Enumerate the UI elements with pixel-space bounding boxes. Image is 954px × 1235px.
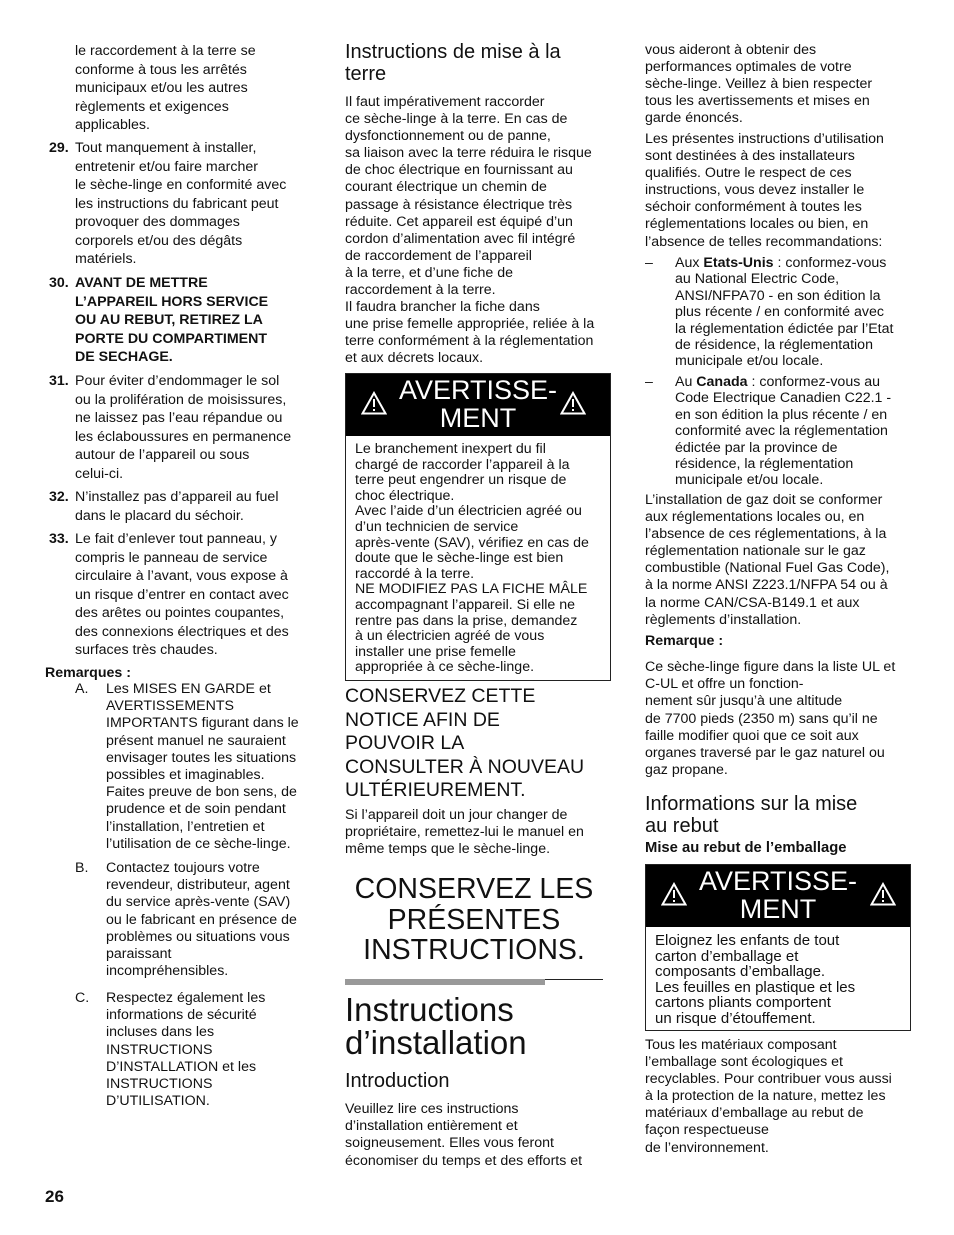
text-line: réglementations locales ou bien, en [645, 216, 869, 233]
text-line: de l’environnement. [645, 1139, 769, 1156]
conserve-heading-line: POUVOIR LA [345, 732, 465, 754]
bullet-line: conformité avec la réglementation [675, 423, 888, 440]
item-line: un risque d’entrer en contact avec [75, 586, 289, 603]
text-line: Ce sèche-linge figure dans la liste UL et [645, 659, 896, 675]
text-line: l’emballage sont écologiques et [645, 1054, 843, 1071]
bullet-line: plus récente / en conformité avec [675, 304, 884, 321]
bullet-first-line: Aux Etats-Unis : conformez-vous [675, 255, 887, 271]
remark-line: revendeur, distributeur, agent [106, 877, 290, 894]
text-line: Tous les matériaux composant [645, 1037, 837, 1053]
item-line: les instructions du fabricant peut [75, 195, 279, 212]
remark-line: ou le fabricant en présence de [106, 911, 297, 928]
item-line: matériels. [75, 251, 137, 267]
warning-line: appropriée à ce sèche-linge. [355, 659, 535, 676]
bullet-line: au National Electric Code, [675, 271, 840, 288]
item-line: entretenir et/ou faire marcher [75, 158, 258, 175]
disposal-title-line: Informations sur la mise [645, 793, 858, 815]
item-line: L’APPAREIL HORS SERVICE [75, 293, 269, 310]
bullet-first-line: Au Canada : conformez-vous au [675, 374, 881, 390]
text-line: organes traversé par le gaz naturel ou [645, 745, 885, 762]
text-line: faille modifier quoi que ce soit aux [645, 727, 859, 744]
bullet-line: de résidence, la réglementation [675, 337, 873, 354]
warning-triangle-icon [870, 882, 896, 906]
text-line: règlements d’installation. [645, 611, 802, 628]
grounding-line: sa liaison avec la terre réduira le risque [345, 145, 592, 162]
text-line: façon respectueuse [645, 1122, 769, 1139]
remark-line: Faites preuve de bon sens, de [106, 784, 297, 801]
bullet-dash: – [645, 255, 653, 271]
disposal-title [645, 793, 915, 837]
remark-line: l’utilisation de ce sèche-linge. [106, 835, 291, 852]
warning-line: Avec l’aide d’un électricien agréé ou [355, 503, 582, 520]
packaging-subtitle: Mise au rebut de l’emballage [645, 840, 847, 856]
item-line: les éclaboussures en permanence [75, 428, 292, 445]
remark-line: D’INSTALLATION et les [106, 1058, 257, 1075]
remark-line: du service après-vente (SAV) [106, 894, 291, 911]
disposal-title-line: au rebut [645, 815, 719, 837]
item-line: dans le placard du séchoir. [75, 507, 244, 524]
remark-line: Respectez également les [106, 990, 266, 1006]
warning-title-line: MENT [439, 403, 517, 433]
remark-line: AVERTISSEMENTS [106, 698, 234, 715]
conserve-heading-line: NOTICE AFIN DE [345, 708, 500, 731]
intro-text-line: Veuillez lire ces instructions [345, 1101, 519, 1117]
remark-line: incompréhensibles. [106, 963, 229, 980]
remark-text [106, 681, 316, 853]
text-line: combustible (National Fuel Gas Code), [645, 560, 890, 577]
warning-text [346, 436, 610, 676]
bullet-line: Code Electrique Canadien C22.1 - [675, 390, 892, 407]
warning-header [646, 865, 910, 927]
warning-header [346, 374, 610, 436]
item-line: celui-ci. [75, 465, 124, 482]
warning-line: Eloignez les enfants de tout [655, 932, 840, 949]
remark-line: prudence et de soin pendant [106, 801, 286, 818]
intro-line: conforme à tous les arrêtés [75, 61, 247, 78]
item-text [75, 139, 315, 269]
text-line: garde énoncés. [645, 109, 743, 126]
bullet-line: en son édition la plus récente / en [675, 406, 888, 423]
item-line: autour de l’appareil ou sous [75, 447, 250, 463]
text-line: performances optimales de votre [645, 58, 852, 75]
text-line: instructions, vous devez installer le [645, 182, 865, 199]
remark-line: Contactez toujours votre [106, 860, 260, 876]
item-line: circulaire à l’avant, vous expose à [75, 568, 288, 584]
item-line: compris le panneau de service [75, 549, 268, 566]
intro-continuation-text [645, 42, 915, 127]
warning-title-line: AVERTISSE- [398, 375, 558, 405]
remark-text [106, 860, 316, 980]
bullet-line: municipale et/ou locale. [675, 353, 824, 370]
item-text [75, 488, 315, 525]
item-number: 33. [49, 531, 69, 547]
item-line: N’installez pas d’appareil au fuel [75, 489, 279, 505]
intro-text-line: d’installation entièrement et [345, 1118, 518, 1135]
install-title-line: d’installation [345, 1024, 527, 1061]
bullet-line: la réglementation édictée par l’Etat [675, 320, 894, 337]
conserve-notice-heading [345, 685, 625, 803]
remark-letter: A. [75, 681, 89, 697]
grounding-title: Instructions de mise à la terre [345, 41, 561, 85]
introduction-text [345, 1101, 615, 1170]
warning-text [646, 927, 910, 1027]
item-line: des arêtes ou pointes coupantes, [75, 605, 285, 621]
grounding-warning-box [345, 373, 611, 681]
grounding-line: Il faut impérativement raccorder [345, 94, 545, 110]
remarks-title: Remarques : [45, 665, 131, 681]
warning-line: rentre pas dans la prise, demandez [355, 612, 578, 629]
warning-line: à un électricien agréé de vous [355, 628, 545, 645]
text-line: la norme CAN/CSA-B149.1 et aux [645, 594, 860, 611]
text-line: gaz propane. [645, 762, 728, 779]
warning-line: carton d’emballage et [655, 947, 799, 965]
grounding-text [345, 94, 615, 368]
text-line: sont destinées à des installateurs [645, 148, 855, 165]
left-intro-text [75, 42, 315, 135]
warning-line: accompagnant l’appareil. Si elle ne [355, 596, 576, 613]
text-line: à la protection de la nature, mettez les [645, 1088, 886, 1105]
materials-text [645, 1037, 915, 1157]
grounding-line: ce sèche-linge à la terre. En cas de [345, 111, 568, 128]
text-line: l’absence de ces réglementations, à la [645, 526, 887, 543]
usa-regulation-text [675, 255, 915, 370]
intro-line: le raccordement à la terre se [75, 43, 256, 59]
section-divider-line [545, 979, 603, 980]
warning-triangle-icon [560, 391, 586, 415]
item-line: DE SECHAGE. [75, 349, 173, 365]
remark-title: Remarque : [645, 633, 724, 649]
grounding-line: Il faudra brancher la fiche dans [345, 299, 540, 316]
big-heading-line: INSTRUCTIONS. [363, 934, 585, 966]
remark-line: IMPORTANTS figurant dans le [106, 715, 299, 732]
intro-text-line: soigneusement. Elles vous feront [345, 1135, 554, 1152]
warning-title-line: MENT [739, 894, 817, 924]
warning-line: installer une prise femelle [355, 643, 516, 660]
item-line: ou la prolifération de moisissures, [75, 391, 287, 408]
warning-line: après-vente (SAV), vérifiez en cas de [355, 534, 589, 551]
packaging-warning-box [645, 864, 911, 1031]
bullet-line: municipale et/ou locale. [675, 472, 824, 489]
introduction-title: Introduction [345, 1070, 450, 1092]
text-line: recyclables. Pour contribuer vous aussi [645, 1071, 892, 1088]
remark-line: incluses dans les [106, 1024, 215, 1041]
item-line: Pour éviter d’endommager le sol [75, 373, 280, 389]
text-line: C-UL et offre un fonction- [645, 676, 804, 693]
grounding-line: de choc électrique en fournissant au [345, 162, 573, 179]
remark-letter: B. [75, 860, 89, 876]
country-label: Canada [696, 374, 748, 390]
grounding-line: dysfonctionnement ou de panne, [345, 128, 551, 145]
grounding-line: passage à résistance électrique très [345, 196, 573, 213]
grounding-line: cordon d’alimentation avec fil intégré [345, 230, 576, 247]
item-line: Tout manquement à installer, [75, 140, 257, 156]
page-number: 26 [45, 1187, 64, 1206]
text-line: nement sûr jusqu’à une altitude [645, 693, 843, 710]
remark-line: Les MISES EN GARDE et [106, 681, 271, 697]
item-number: 31. [49, 373, 69, 389]
text-line: l’absence de telles recommandations: [645, 233, 883, 250]
installers-text [645, 131, 915, 251]
grounding-line: réduite. Cet appareil est équipé d’un [345, 213, 573, 230]
left-column [0, 0, 320, 1235]
grounding-line: une prise femelle appropriée, reliée à la [345, 316, 595, 333]
big-heading-line: CONSERVEZ LES [354, 873, 594, 905]
grounding-line: de raccordement de l’appareil [345, 247, 532, 264]
warning-title-line: AVERTISSE- [698, 866, 858, 896]
remark-line: paraissant [106, 946, 172, 963]
intro-line: municipaux et/ou les autres [75, 80, 248, 96]
text-line: vous aideront à obtenir des [645, 42, 817, 58]
warning-line: composants d’emballage. [655, 963, 826, 981]
intro-line: applicables. [75, 117, 150, 133]
conserve-text-line: même temps que le sèche-linge. [345, 841, 551, 858]
remark-line: problèmes ou situations vous [106, 928, 290, 945]
warning-line: un risque d’étouffement. [655, 1009, 816, 1027]
item-line: provoquer des dommages [75, 214, 240, 230]
text-line: L’installation de gaz doit se conformer [645, 492, 883, 508]
text-line: Les présentes instructions d’utilisation [645, 131, 884, 147]
grounding-line: raccordement à la terre. [345, 282, 496, 299]
conserve-heading-line: CONSERVEZ CETTE [345, 685, 536, 707]
conserve-notice-text [345, 807, 615, 859]
text-line: séchoir conformément à toutes les [645, 199, 862, 216]
bullet-line: édictée par la province de [675, 439, 838, 456]
text-line: qualifiés. Outre le respect de ces [645, 165, 852, 182]
remark-line: INSTRUCTIONS [106, 1076, 213, 1093]
big-heading-line: PRÉSENTES [387, 903, 561, 936]
text-line: sèche-linge. Veillez à bien respecter [645, 75, 873, 92]
grounding-line: courant électrique un chemin de [345, 179, 547, 196]
remark-line: INSTRUCTIONS [106, 1041, 213, 1058]
warning-line: cartons pliants comportent [655, 994, 831, 1012]
remark-line: informations de sécurité [106, 1007, 257, 1024]
item-text [75, 274, 315, 367]
remark-line: envisager toutes les situations [106, 749, 297, 766]
remark-letter: C. [75, 990, 90, 1006]
warning-line: doute que le sèche-linge est bien [355, 550, 564, 567]
warning-line: Le branchement inexpert du fil [355, 441, 546, 457]
item-line: PORTE DU COMPARTIMENT [75, 330, 268, 347]
warning-line: raccordé à la terre. [355, 565, 475, 582]
item-line: Le fait d’enlever tout panneau, y [75, 531, 277, 547]
intro-text-line: économiser du temps et des efforts et [345, 1152, 583, 1169]
grounding-line: terre conformément à la réglementation [345, 333, 594, 350]
item-number: 30. [49, 275, 69, 291]
bullet-line: résidence, la réglementation [675, 456, 854, 473]
installation-title [345, 993, 615, 1059]
text-line: de 7700 pieds (2350 m) sans qu’il ne [645, 710, 878, 727]
warning-line: NE MODIFIEZ PAS LA FICHE MÂLE [355, 581, 588, 598]
item-line: des connexions électriques et des [75, 623, 289, 640]
conserve-text-line: Si l’appareil doit un jour changer de [345, 807, 568, 823]
country-label: Etats-Unis [703, 255, 774, 271]
grounding-line: à la terre, et d’une fiche de [345, 264, 513, 281]
text-line: aux réglementations locales ou, en [645, 509, 865, 526]
canada-regulation-text [675, 374, 915, 489]
install-title-line: Instructions [345, 991, 514, 1028]
warning-line: terre peut engendrer un risque de [355, 472, 567, 489]
warning-line: choc électrique. [355, 487, 455, 504]
warning-line: Les feuilles en plastique et les [655, 978, 856, 996]
remark-line: l’installation, l’entretien et [106, 818, 265, 835]
item-line: AVANT DE METTRE [75, 275, 208, 291]
text-line: matériaux d’emballage au rebut de [645, 1105, 864, 1122]
item-text [75, 530, 315, 660]
remark-text [106, 990, 316, 1110]
text-line: à la norme ANSI Z223.1/NFPA 54 ou à [645, 577, 888, 594]
conserve-heading-line: CONSULTER À NOUVEAU [345, 755, 585, 778]
item-number: 32. [49, 489, 69, 505]
remark-line: possibles et imaginables. [106, 767, 265, 784]
bullet-line: ANSI/NFPA70 - en son édition la [675, 287, 881, 304]
intro-line: règlements et exigences [75, 98, 229, 115]
warning-line: d’un technicien de service [355, 518, 519, 535]
item-line: surfaces très chaudes. [75, 642, 218, 658]
bullet-dash: – [645, 374, 653, 390]
item-text [75, 372, 315, 483]
item-line: corporels et/ou des dégâts [75, 232, 243, 249]
conserve-text-line: propriétaire, remettez-lui le manuel en [345, 824, 584, 841]
text-line: tous les avertissements et mises en [645, 92, 870, 109]
section-divider [345, 979, 545, 985]
item-line: ne laissez pas l’eau répandue ou [75, 410, 283, 426]
altitude-remark-text [645, 659, 915, 779]
remark-line: présent manuel ne sauraient [106, 732, 286, 749]
grounding-line: et aux décrets locaux. [345, 350, 484, 367]
remark-line: D’UTILISATION. [106, 1093, 210, 1110]
warning-line: chargé de raccorder l’appareil à la [355, 456, 570, 473]
item-line: OU AU REBUT, RETIREZ LA [75, 312, 263, 328]
text-line: réglementation nationale sur le gaz [645, 543, 866, 560]
conserve-heading-line: ULTÉRIEUREMENT. [345, 779, 526, 801]
conserve-instructions-heading [345, 874, 603, 966]
item-line: le sèche-linge en conformité avec [75, 177, 287, 193]
gas-installation-text [645, 492, 915, 629]
item-number: 29. [49, 140, 69, 156]
